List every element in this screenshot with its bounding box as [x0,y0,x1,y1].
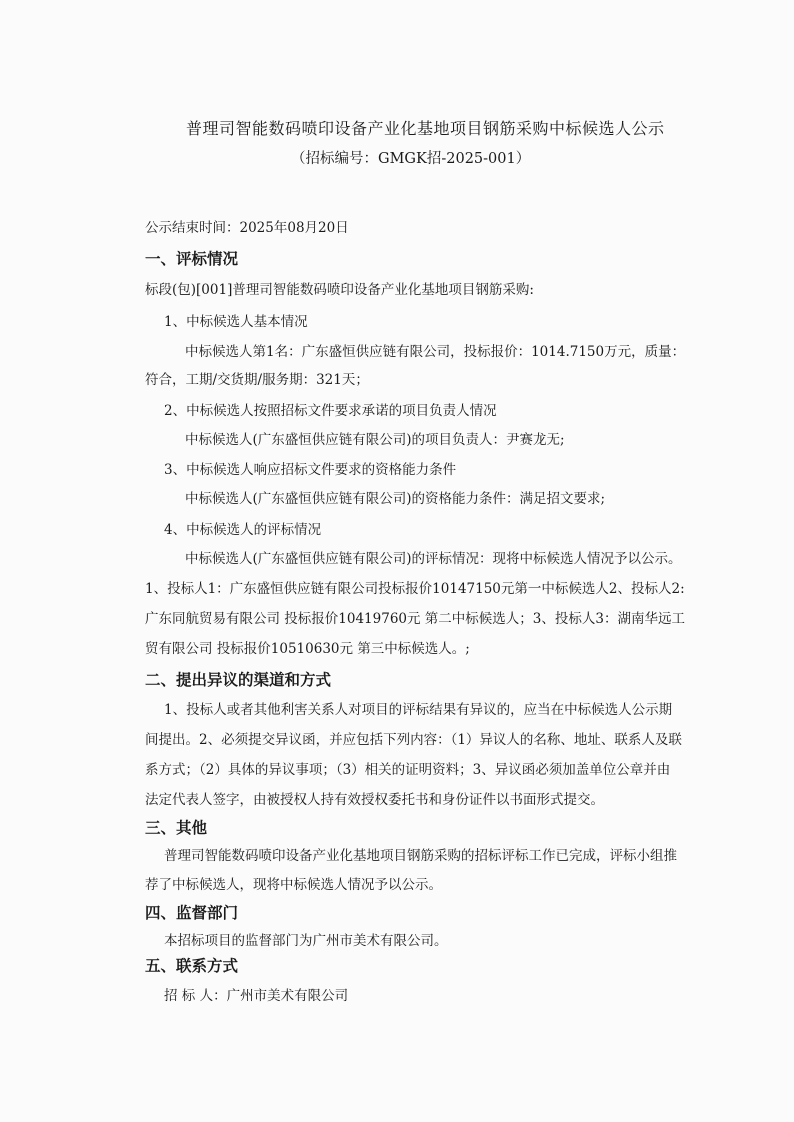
tender-number: （招标编号：GMGK招-2025-001） [291,151,531,167]
paragraph-line: 中标候选人(广东盛恒供应链有限公司)的资格能力条件：满足招文要求; [185,491,606,507]
paragraph-line: 符合，工期/交货期/服务期：321天； [145,372,369,388]
section-heading-supervision: 四、监督部门 [145,904,239,922]
paragraph-line: 法定代表人签字，由被授权人持有效授权委托书和身份证件以书面形式提交。 [145,792,604,808]
paragraph-line: 荐了中标候选人，现将中标候选人情况予以公示。 [145,877,442,893]
paragraph-line: 间提出。2、必须提交异议函，并应包括下列内容：（1）异议人的名称、地址、联系人及联 [145,732,682,748]
paragraph-line: 1、投标人1：广东盛恒供应链有限公司投标报价10147150元第一中标候选人2、投标人2: [145,581,685,597]
subsection-2-title: 2、中标候选人按照招标文件要求承诺的项目负责人情况 [164,403,497,419]
contact-line: 招 标 人：广州市美术有限公司 [164,988,349,1004]
subsection-4-title: 4、中标候选人的评标情况 [164,522,322,538]
paragraph-line: 贸有限公司 投标报价10510630元 第三中标候选人。; [145,641,470,657]
lot-line: 标段(包)[001]普理司智能数码喷印设备产业化基地项目钢筋采购: [145,282,534,298]
paragraph-line: 系方式；（2）具体的异议事项；（3）相关的证明资料；3、异议函必须加盖单位公章并由 [145,762,671,778]
paragraph-line: 中标候选人(广东盛恒供应链有限公司)的项目负责人：尹赛龙无; [185,432,565,448]
paragraph-line: 广东同航贸易有限公司 投标报价10419760元 第二中标候选人；3、投标人3：湖南华远工 [145,611,685,627]
notice-end-time: 公示结束时间：2025年08月20日 [145,220,349,236]
document-title: 普理司智能数码喷印设备产业化基地项目钢筋采购中标候选人公示 [186,119,665,138]
paragraph-line: 本招标项目的监督部门为广州市美术有限公司。 [164,933,448,949]
paragraph-line: 1、投标人或者其他利害关系人对项目的评标结果有异议的，应当在中标候选人公示期 [164,702,673,718]
section-heading-contact: 五、联系方式 [145,957,239,975]
section-heading-objection: 二、提出异议的渠道和方式 [145,671,332,689]
paragraph-line: 中标候选人第1名：广东盛恒供应链有限公司，投标报价：1014.7150万元，质量： [185,344,686,360]
section-heading-evaluation: 一、评标情况 [145,250,239,268]
subsection-3-title: 3、中标候选人响应招标文件要求的资格能力条件 [164,462,457,478]
subsection-1-title: 1、中标候选人基本情况 [164,314,308,330]
section-heading-other: 三、其他 [145,819,208,837]
paragraph-line: 中标候选人(广东盛恒供应链有限公司)的评标情况：现将中标候选人情况予以公示。 [185,551,682,567]
paragraph-line: 普理司智能数码喷印设备产业化基地项目钢筋采购的招标评标工作已完成，评标小组推 [164,848,677,864]
